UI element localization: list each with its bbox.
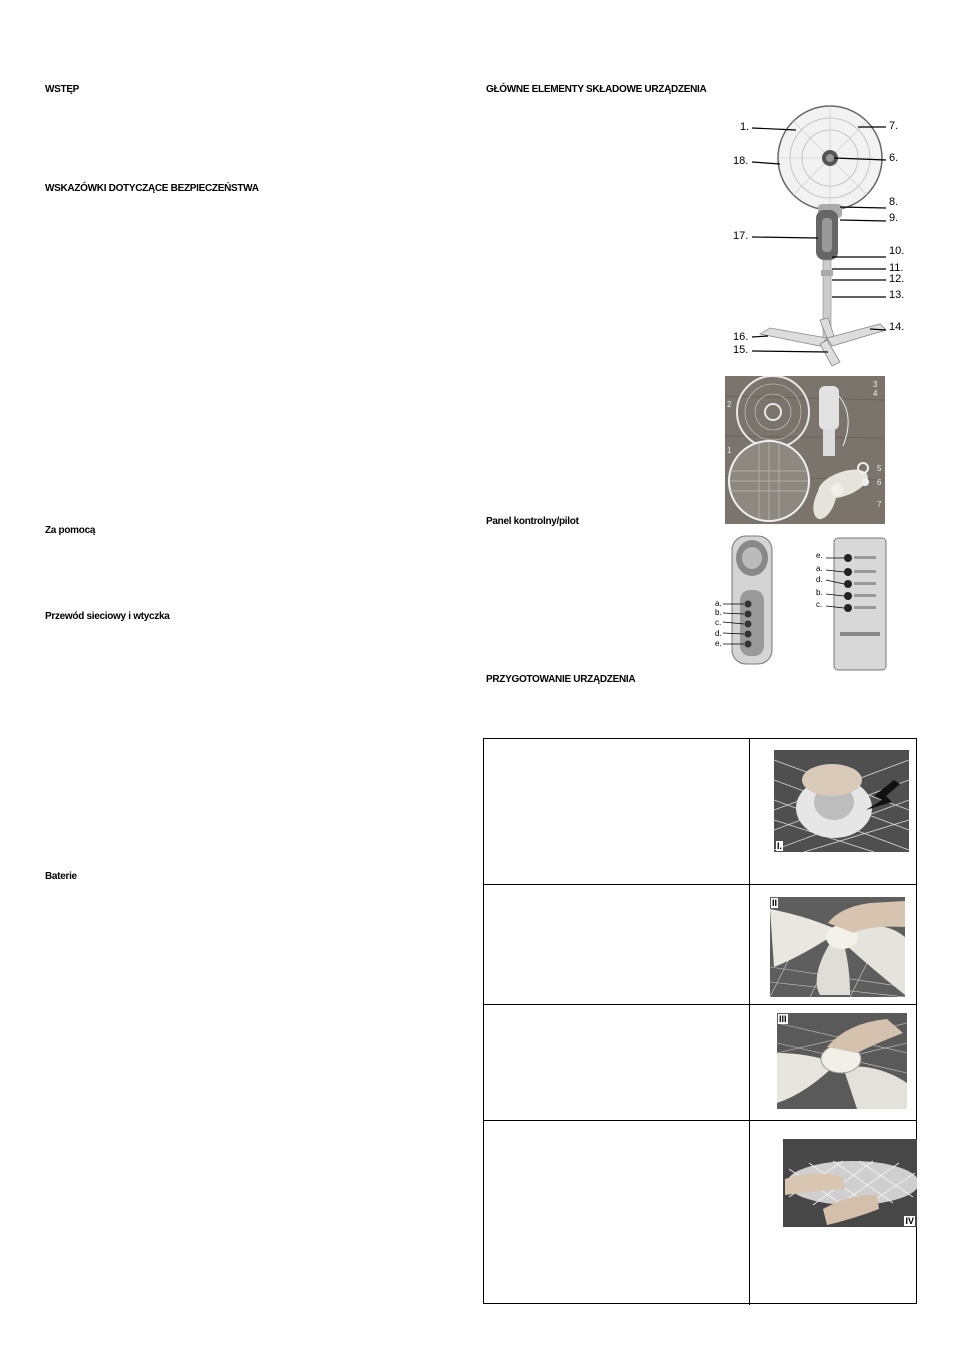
parts-label-1: 1 (727, 446, 732, 455)
step-2-illustration (770, 897, 905, 997)
heading-control-panel: Panel kontrolny/pilot (486, 516, 579, 527)
fan-label-9: 9. (889, 212, 899, 224)
step-row-3 (484, 1005, 916, 1121)
step-4-photo (783, 1139, 917, 1227)
fan-label-18: 18. (733, 155, 749, 167)
heading-intro: WSTĘP (45, 84, 80, 95)
step-3-text-cell (484, 1005, 750, 1120)
step-4-illustration (783, 1139, 917, 1227)
remote-control (814, 536, 888, 672)
step-row-4 (484, 1121, 916, 1305)
remote-label-d: d. (816, 575, 823, 584)
fan-panel-label-c: c. (715, 618, 722, 627)
remote-label-c: c. (816, 600, 823, 609)
fan-label-14: 14. (889, 321, 905, 333)
step-4-text-cell (484, 1121, 750, 1305)
fan-label-1: 1. (740, 121, 750, 133)
fan-label-16: 16. (733, 331, 749, 343)
fan-label-17: 17. (733, 230, 749, 242)
step-2-text-cell (484, 885, 750, 1004)
fan-label-15: 15. (733, 344, 749, 356)
parts-label-7: 7 (877, 500, 882, 509)
fan-label-8: 8. (889, 196, 899, 208)
remote-label-a: a. (816, 564, 823, 573)
heading-cord-plug: Przewód sieciowy i wtyczka (45, 611, 170, 622)
fan-panel-label-a: a. (715, 599, 722, 608)
preparation-steps-table (483, 738, 917, 1304)
heading-safety: WSKAZÓWKI DOTYCZĄCE BEZPIECZEŃSTWA (45, 183, 259, 194)
heading-preparation: PRZYGOTOWANIE URZĄDZENIA (486, 674, 636, 685)
fan-label-7: 7. (889, 120, 899, 132)
heading-using: Za pomocą (45, 525, 96, 536)
heading-main-parts: GŁÓWNE ELEMENTY SKŁADOWE URZĄDZENIA (486, 84, 707, 95)
parts-label-6: 6 (877, 478, 882, 487)
fan-label-11: 11. (889, 262, 904, 274)
fan-label-10: 10. (889, 245, 905, 257)
step-1-label: I. (777, 841, 783, 851)
parts-photo (725, 376, 885, 524)
step-1-illustration (774, 750, 909, 852)
remote-label-e: e. (816, 551, 823, 560)
parts-photo-illustration (725, 376, 885, 524)
parts-label-4: 4 (873, 389, 878, 398)
heading-batteries: Baterie (45, 871, 77, 882)
parts-label-5: 5 (877, 464, 882, 473)
parts-label-3: 3 (873, 380, 878, 389)
step-1-text-cell (484, 739, 750, 884)
fan-panel-label-b: b. (715, 608, 722, 617)
fan-label-13: 13. (889, 289, 905, 301)
step-row-2 (484, 885, 916, 1005)
fan-diagram (700, 100, 920, 370)
step-1-photo (774, 750, 909, 852)
fan-panel-label-e: e. (715, 639, 722, 648)
remote-control-illustration (814, 536, 888, 672)
parts-label-2: 2 (727, 400, 732, 409)
fan-label-12: 12. (889, 273, 905, 285)
step-2-photo (770, 897, 905, 997)
step-3-label: III (779, 1014, 787, 1024)
step-3-photo (777, 1013, 907, 1109)
fan-control-panel (712, 534, 776, 666)
fan-panel-label-d: d. (715, 629, 722, 638)
step-4-label: IV (905, 1216, 914, 1226)
remote-label-b: b. (816, 588, 823, 597)
fan-label-6: 6. (889, 152, 899, 164)
step-2-label: II (772, 898, 778, 908)
step-3-illustration (777, 1013, 907, 1109)
step-row-1 (484, 739, 916, 885)
